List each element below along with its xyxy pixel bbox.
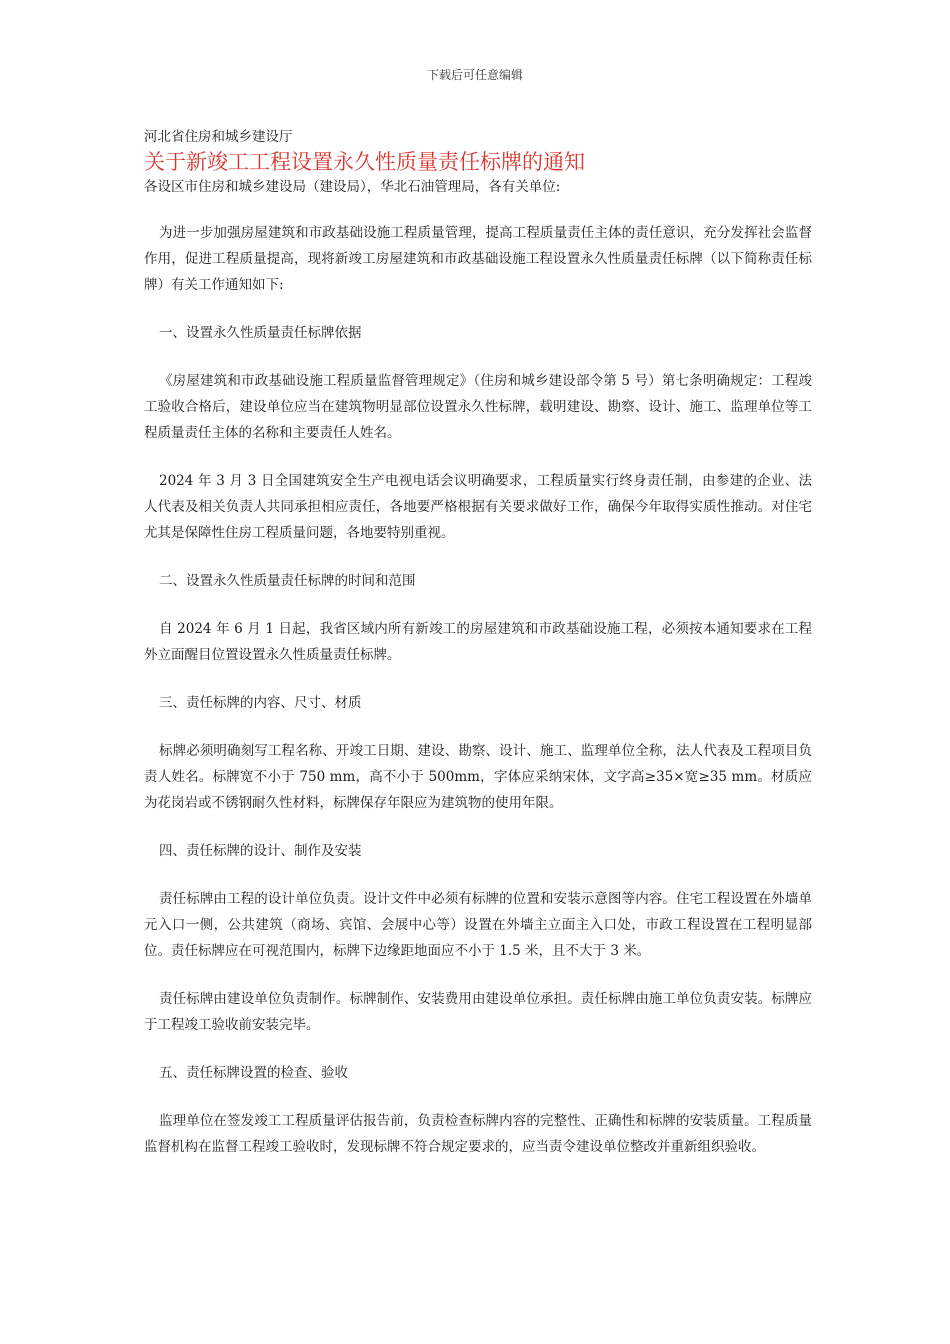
document-body (144, 126, 812, 1160)
issuer-name: 河北省住房和城乡建设厅 (144, 129, 293, 145)
section-4-paragraph-1: 责任标牌由工程的设计单位负责。设计文件中必须有标牌的位置和安装示意图等内容。住宅工程设置在外墙单元入口一侧，公共建筑（商场、宾馆、会展中心等）设置在外墙主立面主入口处，市政工程设置在工程明显部位。责任标牌应在可视范围内，标牌下边缘距地面应不小于 1.5 米，且不大于 3 米。 (144, 891, 812, 959)
section-4-paragraph-2: 责任标牌由建设单位负责制作。标牌制作、安装费用由建设单位承担。责任标牌由施工单位负责安装。标牌应于工程竣工验收前安装完毕。 (144, 991, 812, 1033)
section-heading-2: 二、设置永久性质量责任标牌的时间和范围 (159, 573, 416, 589)
section-heading-1: 一、设置永久性质量责任标牌依据 (159, 325, 362, 341)
section-3-paragraph-1: 标牌必须明确刻写工程名称、开竣工日期、建设、勘察、设计、施工、监理单位全称，法人代表及工程项目负责人姓名。标牌宽不小于 750 mm，高不小于 500mm，字体应采纳宋体，文字高≥35×宽≥35 mm。材质应为花岗岩或不锈钢耐久性材料，标牌保存年限应为建筑物的使用年限。 (144, 743, 812, 811)
section-heading-4: 四、责任标牌的设计、制作及安装 (159, 843, 362, 859)
section-heading-3: 三、责任标牌的内容、尺寸、材质 (159, 695, 362, 711)
section-1-paragraph-1: 《房屋建筑和市政基础设施工程质量监督管理规定》（住房和城乡建设部令第 5 号）第七条明确规定：工程竣工验收合格后，建设单位应当在建筑物明显部位设置永久性标牌，载明建设、勘察、设计、施工、监理单位等工程质量责任主体的名称和主要责任人姓名。 (144, 373, 812, 441)
section-2-paragraph-1: 自 2024 年 6 月 1 日起，我省区域内所有新竣工的房屋建筑和市政基础设施工程，必须按本通知要求在工程外立面醒目位置设置永久性质量责任标牌。 (144, 621, 812, 663)
document-title: 关于新竣工工程设置永久性质量责任标牌的通知 (144, 150, 585, 174)
section-1-paragraph-2: 2024 年 3 月 3 日全国建筑安全生产电视电话会议明确要求，工程质量实行终身责任制，由参建的企业、法人代表及相关负责人共同承担相应责任，各地要严格根据有关要求做好工作，确保今年取得实质性推动。对住宅尤其是保障性住房工程质量问题，各地要特别重视。 (144, 473, 812, 541)
intro-paragraph: 为进一步加强房屋建筑和市政基础设施工程质量管理，提高工程质量责任主体的责任意识，充分发挥社会监督作用，促进工程质量提高，现将新竣工房屋建筑和市政基础设施工程设置永久性质量责任标牌（以下简称责任标牌）有关工作通知如下: (144, 225, 812, 293)
page-header-note: 下载后可任意编辑 (426, 68, 523, 82)
section-5-paragraph-1: 监理单位在签发竣工工程质量评估报告前，负责检查标牌内容的完整性、正确性和标牌的安装质量。工程质量监督机构在监督工程竣工验收时，发现标牌不符合规定要求的，应当责令建设单位整改并重新组织验收。 (144, 1113, 812, 1155)
recipient-line: 各设区市住房和城乡建设局（建设局），华北石油管理局，各有关单位: (144, 179, 561, 195)
section-heading-5: 五、责任标牌设置的检查、验收 (159, 1065, 348, 1081)
